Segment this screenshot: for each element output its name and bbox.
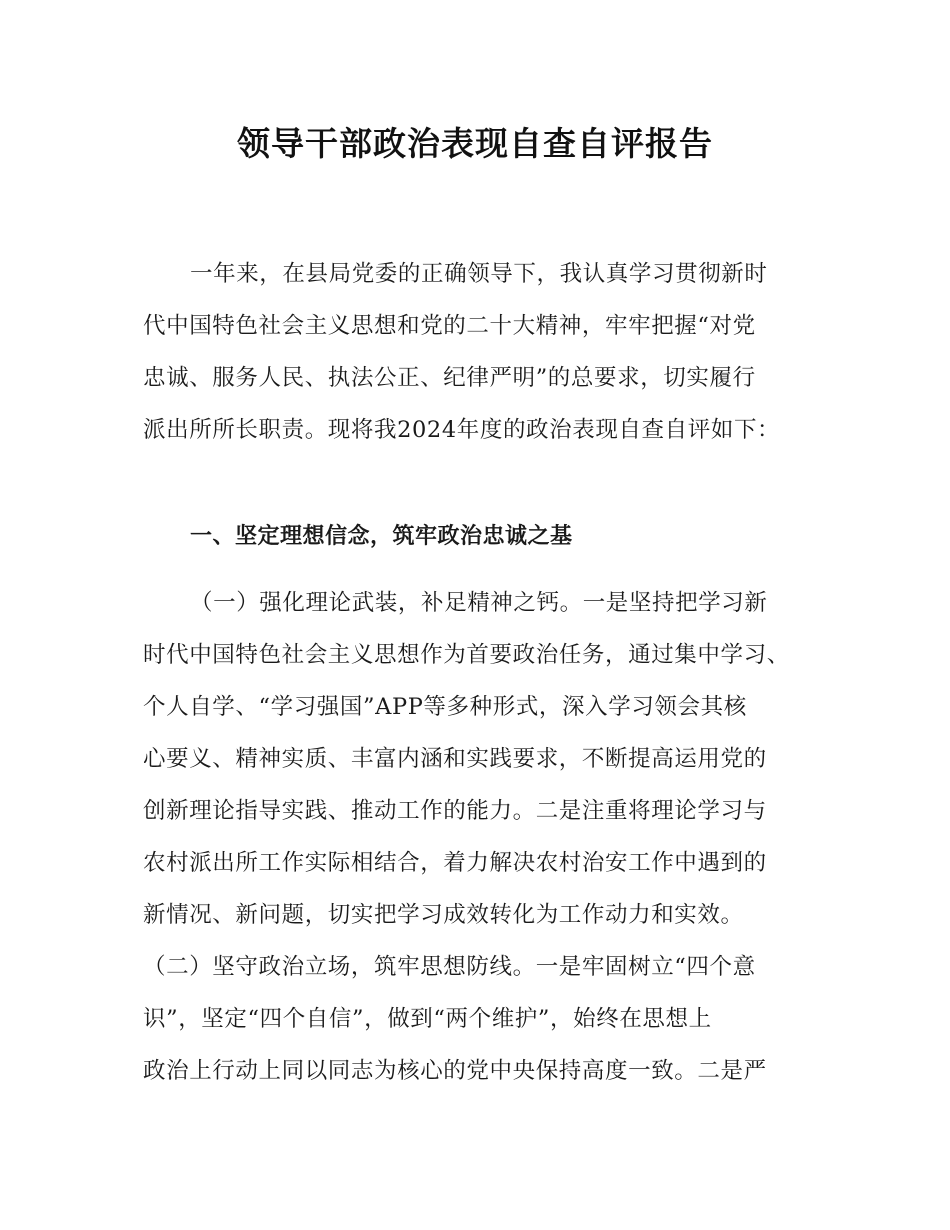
- sub1-line-7: 新情况、新问题，切实把学习成效转化为工作动力和实效。: [143, 902, 744, 928]
- sub1-line-4: 心要义、精神实质、丰富内涵和实践要求，不断提高运用党的: [143, 746, 767, 772]
- sub2-line-2: 识”，坚定“四个自信”，做到“两个维护”，始终在思想上: [143, 1006, 712, 1032]
- sub1-line-3: 个人自学、“学习强国”APP等多种形式，深入学习领会其核: [143, 694, 747, 720]
- intro-line-2: 代中国特色社会主义思想和党的二十大精神，牢牢把握“对党: [143, 313, 756, 339]
- intro-line-4: 派出所所长职责。现将我2024年度的政治表现自查自评如下：: [143, 417, 781, 443]
- section-heading-1: 一、坚定理想信念，筑牢政治忠诚之基: [190, 524, 573, 549]
- sub2-line-1: （二）坚守政治立场，筑牢思想防线。一是牢固树立“四个意: [143, 954, 756, 980]
- sub1-line-5: 创新理论指导实践、推动工作的能力。二是注重将理论学习与: [143, 798, 767, 824]
- sub1-line-1: （一）强化理论武装，补足精神之钙。一是坚持把学习新: [190, 590, 768, 616]
- sub2-line-3: 政治上行动上同以同志为核心的党中央保持高度一致。二是严: [143, 1058, 767, 1084]
- document-title: 领导干部政治表现自查自评报告: [237, 124, 713, 163]
- intro-line-1: 一年来，在县局党委的正确领导下，我认真学习贯彻新时: [190, 261, 768, 287]
- sub1-line-6: 农村派出所工作实际相结合，着力解决农村治安工作中遇到的: [143, 850, 767, 876]
- intro-line-3: 忠诚、服务人民、执法公正、纪律严明”的总要求，切实履行: [143, 365, 756, 391]
- sub1-line-2: 时代中国特色社会主义思想作为首要政治任务，通过集中学习、: [143, 642, 790, 668]
